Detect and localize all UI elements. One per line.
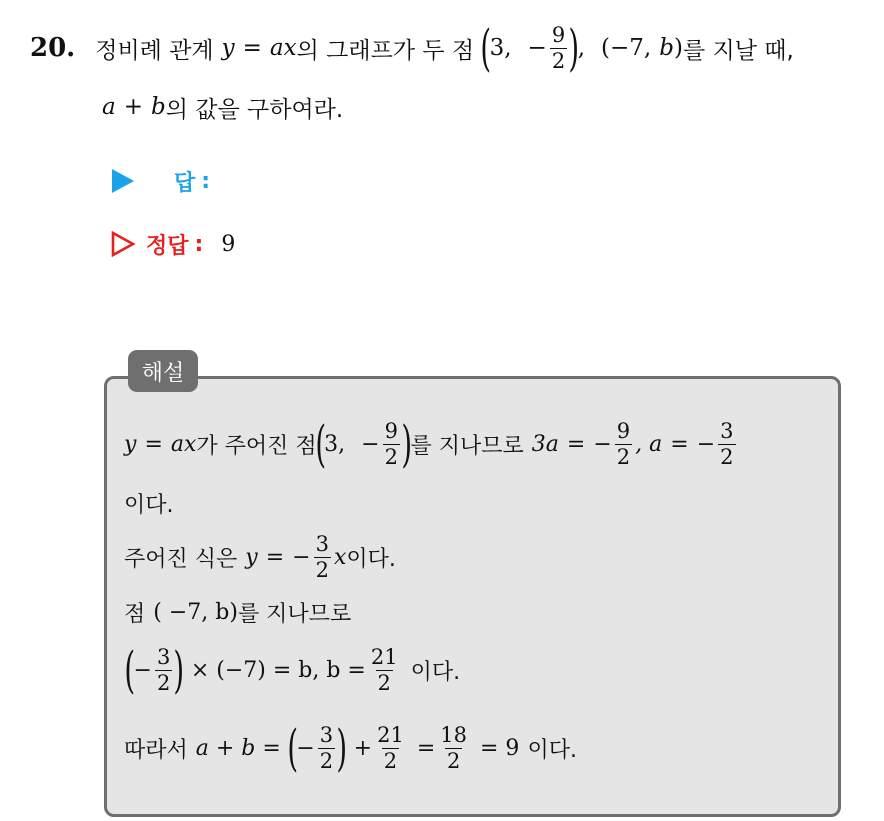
math-expression: a + b =	[195, 735, 281, 761]
paren-close: )	[568, 19, 580, 77]
numerator: 9	[551, 23, 566, 48]
math-op: −	[296, 735, 315, 761]
answer-colon: :	[201, 168, 211, 194]
math-var: 3a	[531, 431, 559, 457]
math-op: )	[673, 35, 683, 61]
solution-text: 이다.	[527, 737, 577, 763]
denominator: 2	[720, 444, 734, 469]
math-var: ax	[269, 35, 297, 61]
math-var: a	[102, 94, 116, 120]
solution-text: 점	[124, 601, 146, 627]
math-op: +	[123, 94, 143, 120]
numerator: 9	[616, 419, 631, 444]
answer-label: 답	[174, 170, 196, 196]
math-op: =	[416, 735, 436, 761]
question-line-1	[30, 14, 794, 82]
numerator: 3	[315, 532, 329, 557]
denominator: 2	[384, 444, 398, 469]
math-op: −	[133, 657, 152, 683]
solution-text: 따라서	[124, 737, 188, 763]
math-op: −	[696, 431, 716, 457]
math-var: b	[659, 35, 674, 61]
question-text: 정비례 관계	[95, 37, 214, 64]
math-value: 3,	[489, 35, 512, 61]
fraction	[383, 420, 400, 467]
paren-open: (	[124, 641, 136, 699]
math-op: ,	[577, 35, 586, 61]
solution-text: 이다.	[124, 492, 174, 518]
math-value: ( −7, b)	[153, 599, 238, 625]
math-op: −	[527, 35, 547, 61]
math-var: y	[245, 544, 258, 570]
fraction	[314, 533, 331, 580]
play-arrow-icon	[112, 169, 134, 193]
math-op: =	[670, 431, 689, 457]
fraction	[369, 646, 400, 693]
numerator: 3	[319, 723, 334, 748]
solution-line-2	[124, 486, 174, 520]
math-var: y	[221, 35, 235, 61]
solution-text: 를 지나므로	[237, 601, 352, 627]
paren-close: )	[336, 719, 348, 777]
math-value: (−7,	[601, 35, 652, 61]
question-line-2	[102, 90, 343, 124]
numerator: 9	[384, 419, 398, 444]
correct-answer-colon: :	[194, 231, 204, 257]
solution-text: 이다.	[410, 659, 461, 685]
answer-row	[112, 166, 210, 196]
paren-close: )	[401, 415, 413, 473]
solution-text: 이다.	[346, 546, 396, 572]
numerator: 21	[370, 645, 398, 670]
outline-play-arrow-icon	[110, 231, 136, 257]
fraction	[438, 724, 469, 771]
math-expression: × (−7) = b, b =	[190, 657, 366, 683]
math-value: 3,	[324, 431, 346, 457]
math-op: =	[566, 431, 586, 457]
explanation-tab: 해설	[128, 350, 198, 392]
denominator: 2	[319, 748, 334, 773]
numerator: 3	[720, 419, 734, 444]
solution-line-1	[124, 410, 739, 478]
math-op: −	[593, 431, 612, 457]
math-var: b	[151, 94, 166, 120]
solution-line-4	[124, 595, 351, 629]
denominator: 2	[377, 670, 391, 695]
math-op: =	[242, 35, 262, 61]
paren-open: (	[480, 19, 492, 77]
question-text: 의 그래프가 두 점	[296, 37, 475, 64]
numerator: 21	[377, 723, 404, 748]
correct-answer-value: 9	[221, 231, 236, 257]
solution-text: 가 주어진 점	[196, 433, 317, 459]
solution-line-6	[124, 714, 577, 782]
solution-text: 주어진 식은	[124, 546, 238, 572]
paren-open: (	[315, 415, 326, 473]
denominator: 2	[315, 557, 329, 582]
fraction	[155, 646, 172, 693]
correct-answer-label: 정답	[146, 233, 189, 259]
math-op: =	[265, 544, 285, 570]
math-op: +	[353, 735, 373, 761]
math-op: −	[361, 431, 380, 457]
denominator: 2	[616, 444, 631, 469]
question-text: 를 지날 때,	[682, 37, 794, 64]
question-number: 20.	[30, 33, 76, 63]
denominator: 2	[156, 670, 171, 695]
fraction	[718, 420, 735, 467]
paren-close: )	[173, 641, 185, 699]
numerator: 3	[156, 645, 171, 670]
solution-text: 를 지나므로	[410, 433, 524, 459]
math-var: y	[124, 431, 137, 457]
numerator: 18	[440, 723, 467, 748]
math-var: ax	[170, 431, 197, 457]
math-value: = 9	[480, 735, 520, 761]
solution-line-3	[124, 526, 396, 588]
fraction	[550, 24, 567, 71]
math-op: =	[144, 431, 163, 457]
denominator: 2	[446, 748, 461, 773]
fraction	[615, 420, 632, 467]
correct-answer-row	[110, 228, 235, 260]
paren-open: (	[287, 719, 298, 777]
denominator: 2	[383, 748, 398, 773]
denominator: 2	[551, 48, 566, 73]
fraction	[375, 724, 406, 771]
solution-line-5	[124, 636, 460, 704]
math-var: , a	[635, 431, 663, 457]
math-var: x	[333, 544, 347, 570]
math-op: −	[292, 544, 311, 570]
question-text: 의 값을 구하여라.	[165, 96, 344, 123]
fraction	[318, 724, 335, 771]
